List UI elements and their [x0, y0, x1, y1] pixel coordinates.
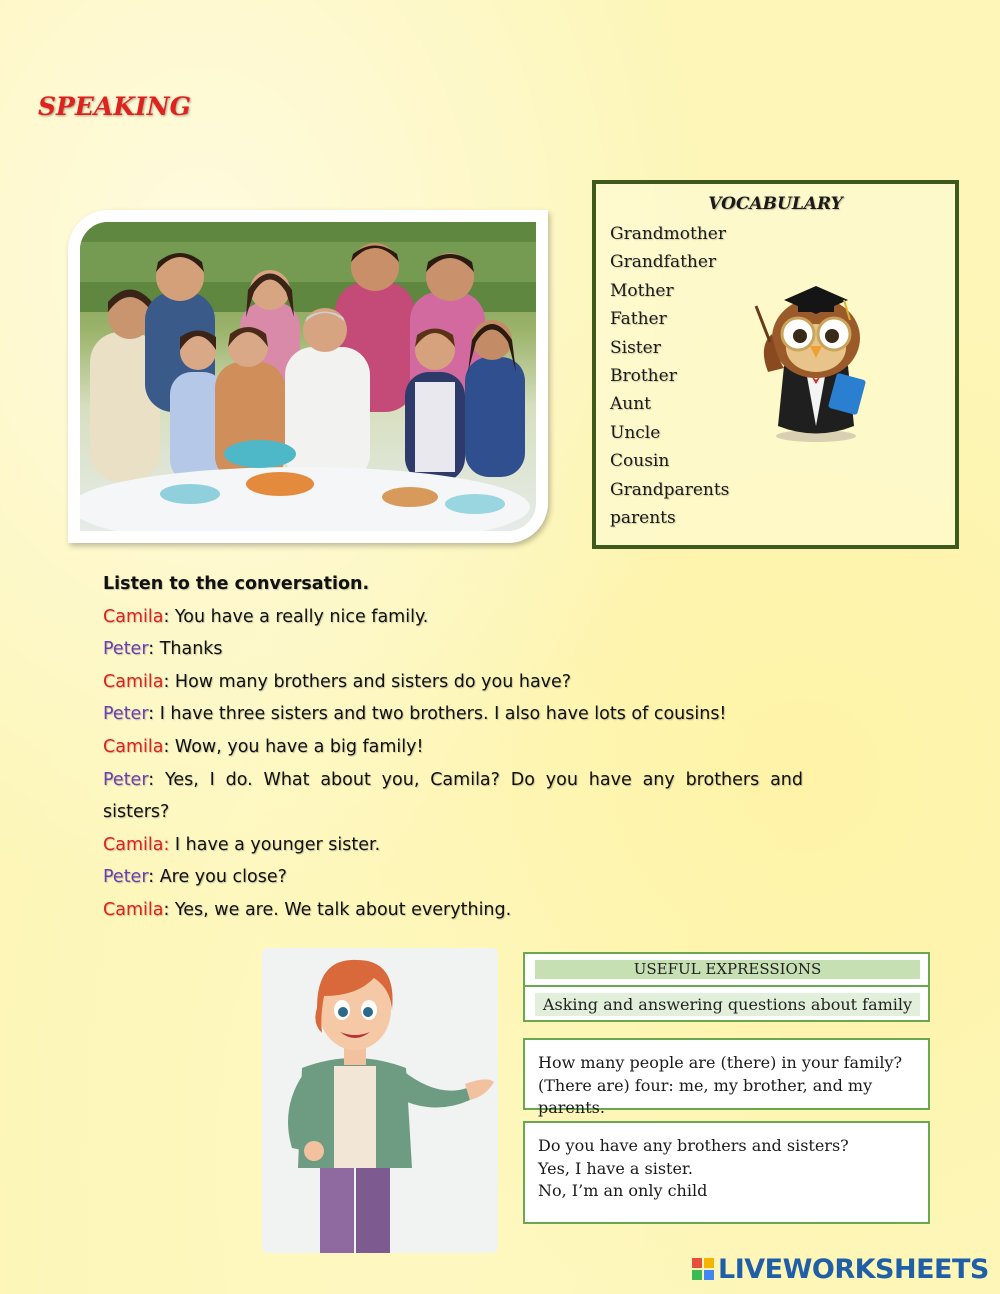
speaker-name: Peter	[103, 769, 149, 790]
speaker-separator: :	[148, 639, 155, 660]
speaker-separator: :	[163, 736, 170, 757]
vocabulary-word: Grandparents	[610, 479, 730, 500]
page-title: SPEAKING	[38, 92, 191, 121]
speaker-name: Camila	[103, 606, 164, 627]
vocabulary-word: Grandfather	[610, 252, 717, 273]
dialogue-line	[103, 731, 803, 764]
dialogue-text: Thanks	[154, 639, 223, 660]
dialogue-line	[103, 764, 803, 797]
vocabulary-title: VOCABULARY	[708, 194, 843, 214]
dialogue-text: Yes, I do. What about you, Camila? Do you have any brothers and	[154, 769, 803, 790]
dialogue-line	[103, 601, 803, 634]
speaker-name: Peter	[103, 704, 149, 725]
useful-expressions-title: USEFUL EXPRESSIONS	[535, 960, 920, 979]
expression-box-people	[523, 1038, 930, 1117]
dialogue-line	[103, 698, 803, 731]
speaker-name: Peter	[103, 639, 149, 660]
speaker-name: Camila	[103, 899, 164, 920]
speaker-separator: :	[163, 834, 170, 855]
vocabulary-word: Brother	[610, 366, 677, 387]
conversation	[103, 568, 803, 927]
divider	[525, 985, 928, 987]
dialogue-line	[103, 894, 803, 927]
vocabulary-word: Grandmother	[610, 224, 726, 244]
speaker-name: Camila	[103, 671, 164, 692]
speaker-separator: :	[163, 606, 170, 627]
vocabulary-list	[610, 220, 729, 532]
vocabulary-word: Uncle	[610, 422, 661, 443]
logo-blocks-icon	[692, 1258, 714, 1280]
dialogue-text: Wow, you have a big family!	[169, 736, 424, 757]
vocabulary-word: Mother	[610, 280, 674, 301]
expression-line: Do you have any brothers and sisters?	[538, 1136, 849, 1155]
expression-line: No, I’m an only child	[538, 1181, 708, 1200]
expression-line: (There are) four: me, my brother, and my parents.	[538, 1075, 873, 1117]
expression-line: Yes, I have a sister.	[538, 1158, 693, 1178]
vocabulary-word: Father	[610, 309, 667, 330]
liveworksheets-logo	[692, 1253, 989, 1285]
brand-name: LIVEWORKSHEETS	[718, 1253, 989, 1285]
vocabulary-word: parents	[610, 508, 676, 529]
dialogue-line	[103, 666, 803, 699]
dialogue-text: I have three sisters and two brothers. I also have lots of cousins!	[154, 704, 727, 725]
speaker-name: Camila	[103, 736, 164, 757]
dialogue-text: How many brothers and sisters do you have?	[169, 671, 572, 692]
speaker-separator: :	[148, 769, 155, 790]
vocabulary-word: Aunt	[610, 394, 652, 415]
expression-box-siblings	[523, 1121, 930, 1224]
dialogue-text: Yes, we are. We talk about everything.	[169, 899, 512, 920]
vocabulary-box	[592, 180, 959, 549]
dialogue-line	[103, 829, 803, 862]
family-photo-frame	[68, 210, 548, 543]
dialogue-text: You have a really nice family.	[169, 606, 429, 627]
expression-line: How many people are (there) in your family?	[538, 1053, 903, 1072]
speaker-name: Peter	[103, 867, 149, 888]
speaker-separator: :	[163, 899, 170, 920]
speaker-separator: :	[148, 704, 155, 725]
speaker-separator: :	[148, 867, 155, 888]
dialogue-line	[103, 861, 803, 894]
speaker-separator: :	[163, 671, 170, 692]
dialogue-continuation: sisters?	[103, 802, 170, 823]
vocabulary-word: Cousin	[610, 451, 670, 472]
useful-expressions-header	[523, 952, 930, 1022]
dialogue-line	[103, 633, 803, 666]
family-photo	[80, 222, 536, 531]
speaker-name: Camila	[103, 834, 164, 855]
useful-expressions-subtitle: Asking and answering questions about family	[535, 993, 920, 1016]
dialogue-text: Are you close?	[154, 867, 287, 888]
vocabulary-word: Sister	[610, 337, 661, 358]
dialogue-text: I have a younger sister.	[169, 834, 381, 855]
conversation-intro: Listen to the conversation.	[103, 574, 370, 594]
presenter-girl-illustration	[262, 948, 498, 1253]
owl-teacher-icon	[754, 276, 878, 442]
